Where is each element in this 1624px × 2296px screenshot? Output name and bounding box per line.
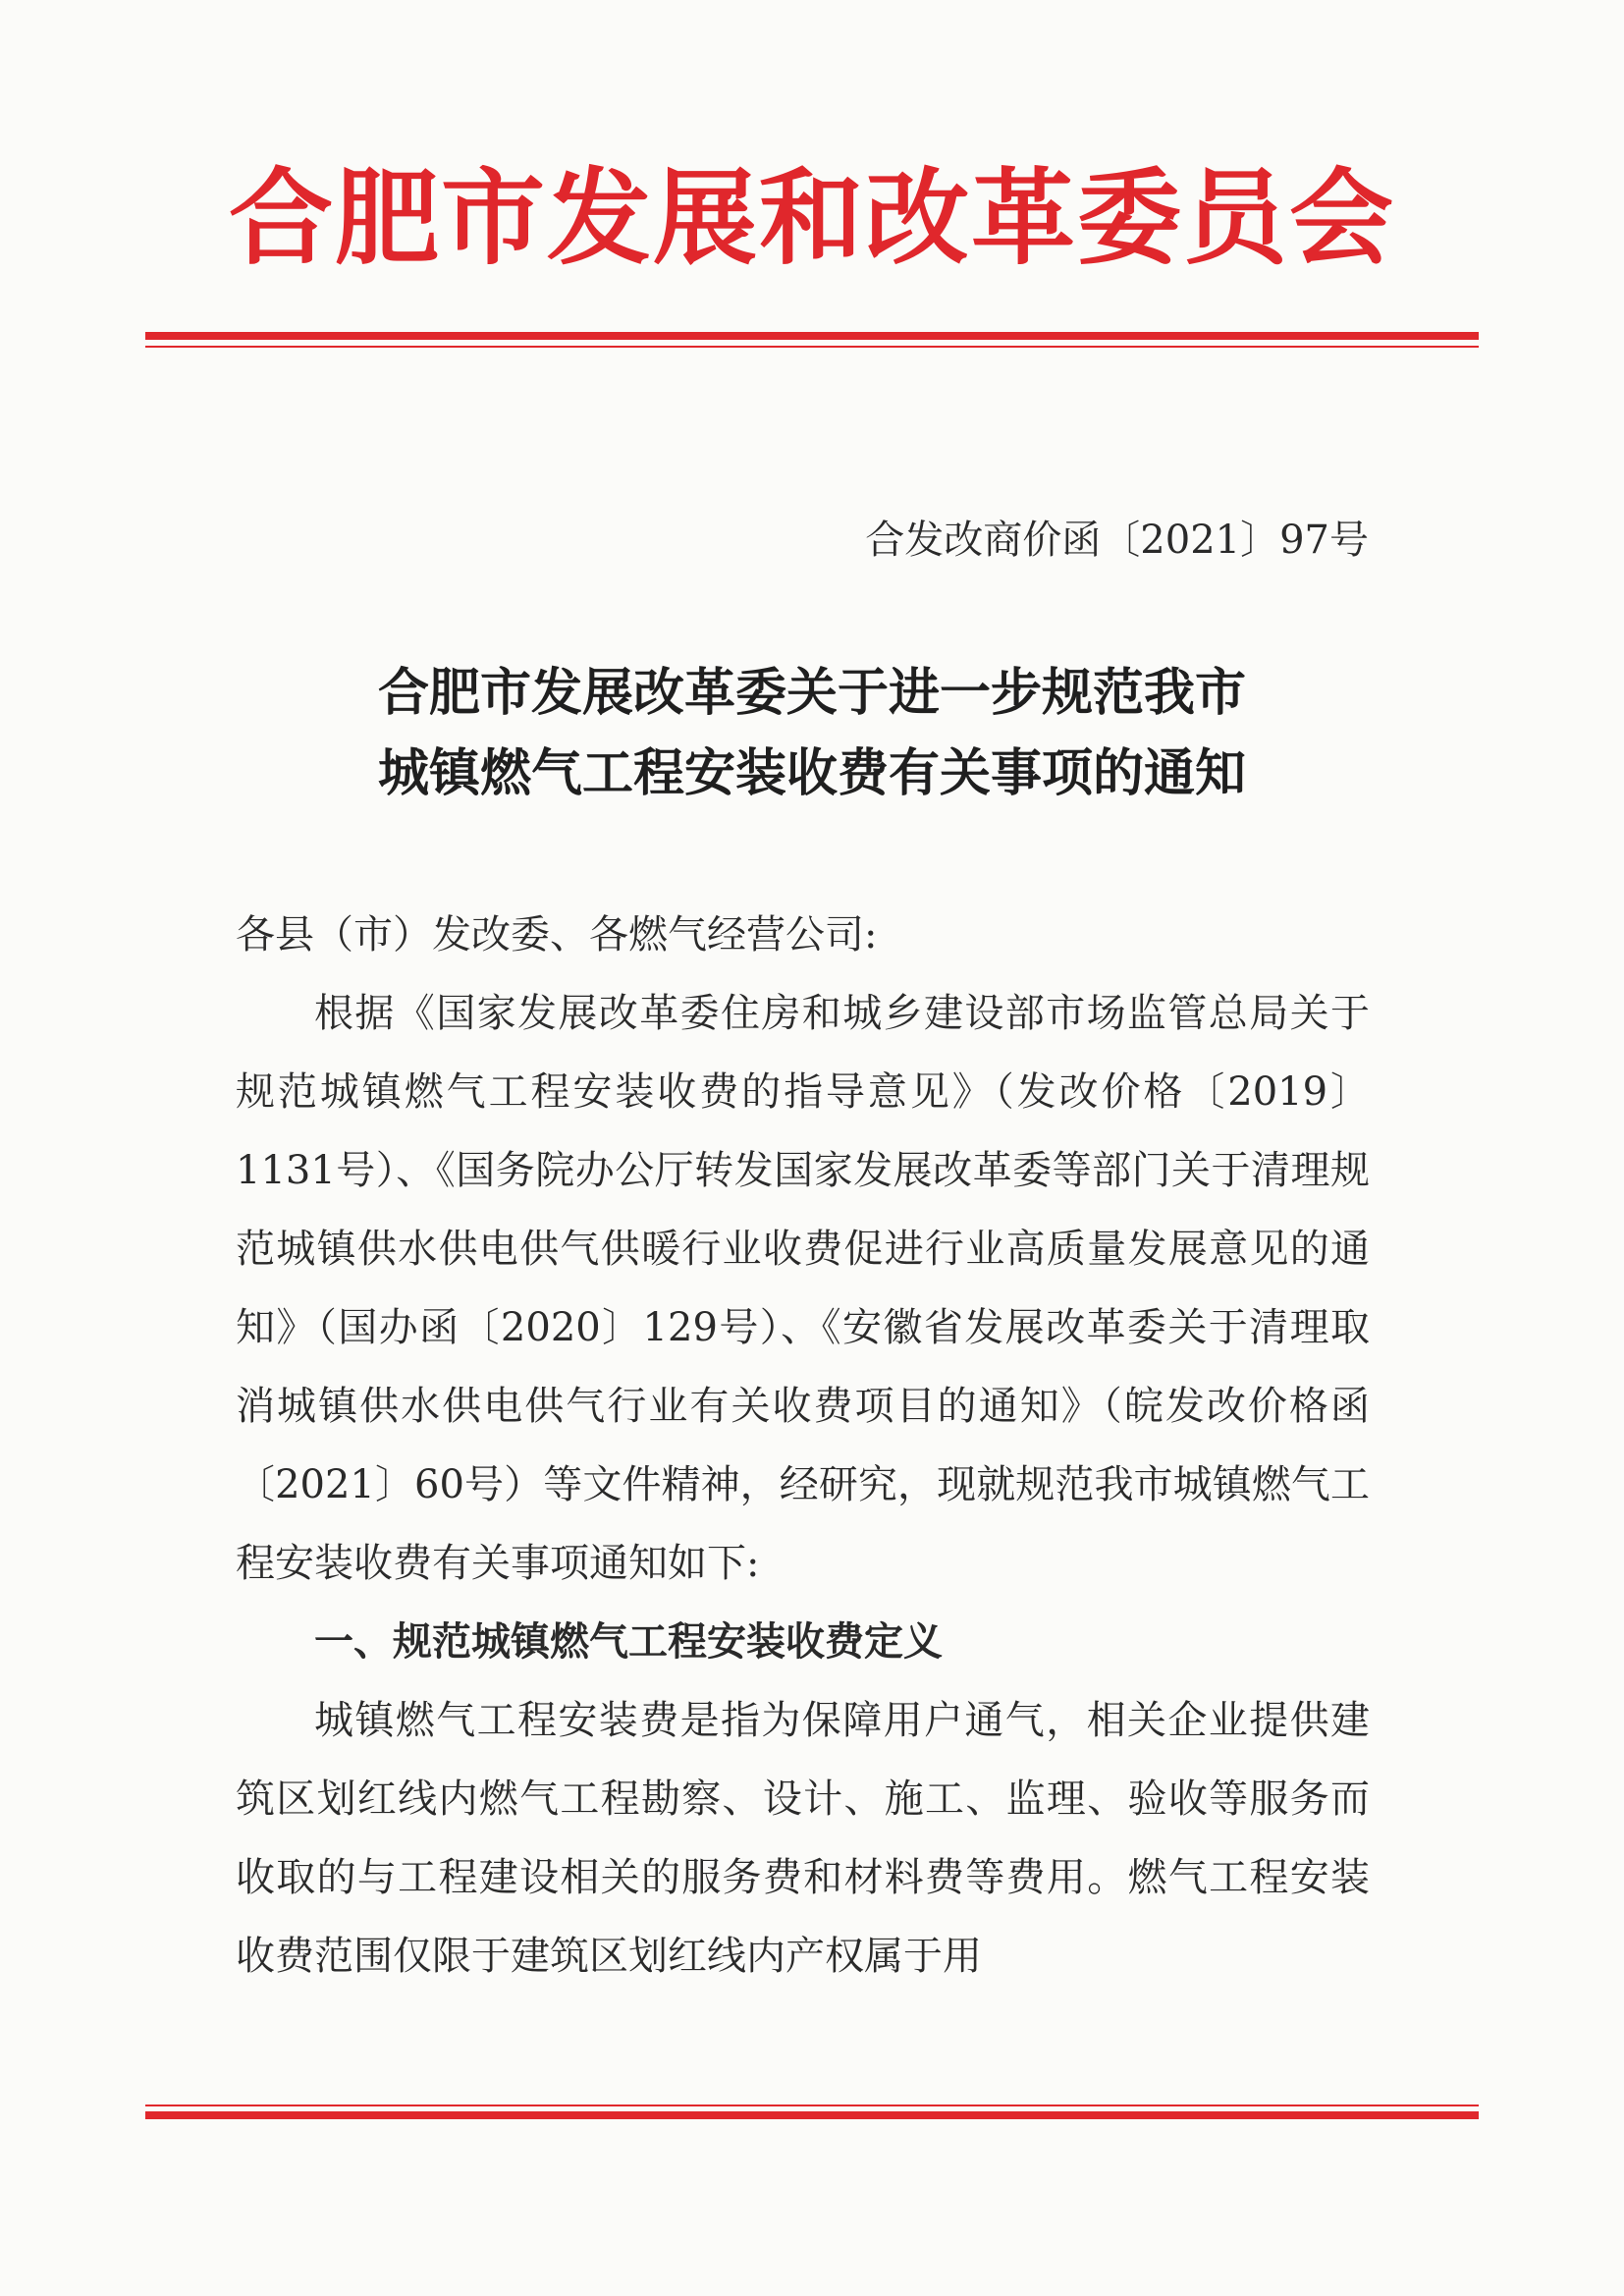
document-body	[236, 896, 1370, 1995]
header-rule-thick	[145, 332, 1479, 340]
footer-rule-thin	[145, 2105, 1479, 2106]
organization-header: 合肥市发展和改革委员会	[229, 158, 1395, 279]
header-rule-thin	[145, 346, 1479, 348]
footer-rule-thick	[145, 2111, 1479, 2119]
section-heading-1: 一、规范城镇燃气工程安装收费定义	[314, 1619, 943, 1665]
paragraph-basis: 根据《国家发展改革委住房和城乡建设部市场监管总局关于规范城镇燃气工程安装收费的指导意见》（发改价格〔2019〕1131号）、《国务院办公厅转发国家发展改革委等部门关于清理规范城镇供水供电供气供暖行业收费促进行业高质量发展意见的通知》（国办函〔2020〕129号）、《安徽省发展改革委关于清理取消城镇供水供电供气行业有关收费项目的通知》（皖发改价格函〔2021〕60号）等文件精神，经研究，现就规范我市城镇燃气工程安装收费有关事项通知如下:	[236, 991, 1370, 1586]
document-number: 合发改商价函〔2021〕97号	[865, 518, 1369, 563]
addressee: 各县（市）发改委、各燃气经营公司:	[236, 912, 878, 957]
document-title	[0, 653, 1624, 814]
title-line-2: 城镇燃气工程安装收费有关事项的通知	[377, 744, 1246, 803]
paragraph-definition: 城镇燃气工程安装费是指为保障用户通气，相关企业提供建筑区划红线内燃气工程勘察、设计、施工、监理、验收等服务而收取的与工程建设相关的服务费和材料费等费用。燃气工程安装收费范围仅限于建筑区划红线内产权属于用	[236, 1698, 1370, 1979]
title-line-1: 合肥市发展改革委关于进一步规范我市	[377, 664, 1246, 723]
